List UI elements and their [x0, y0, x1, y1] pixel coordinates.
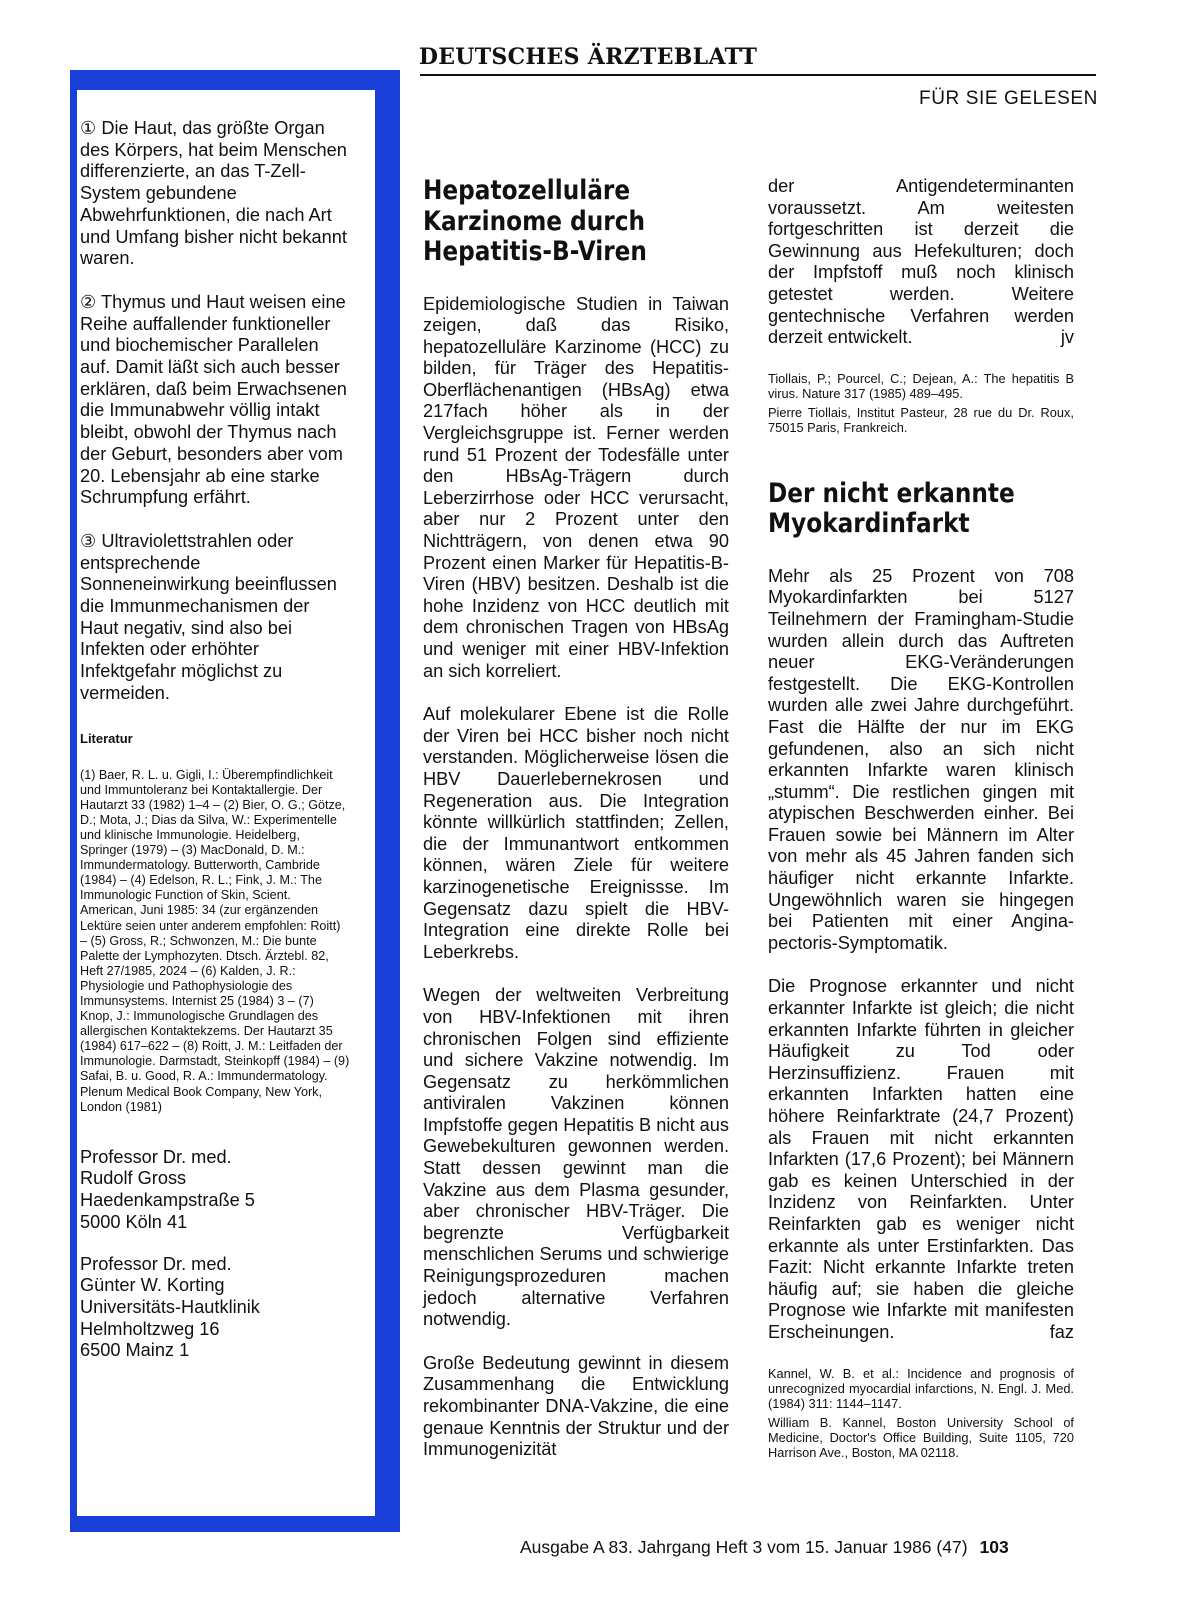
article-hcc-continuation	[768, 176, 1074, 349]
literature-list: (1) Baer, R. L. u. Gigli, I.: Überempfindlichkeit und Immuntoleranz bei Kontaktallergie. Der Hautarzt 33 (1982) 1–4 – (2) Bier, O. G.; Götze, D.; Mota, J.; Dias da Silva, W.: Experimentelle und klinische Immunologie. Heidelberg, Springer (1979) – (3) MacDonald, D. M.: Immundermatology. Butterworth, Cambride (1984) – (4) Edelson, R. L.; Fink, J. M.: The Immunologic Function of Skin, Scient. American, Juni 1985: 34 (zur ergänzenden Lektüre seien unter anderem empfohlen: Roitt) – (5) Gross, R.; Schwonzen, M.: Die bunte Palette der Lymphozyten. Dtsch. Ärztebl. 82, Heft 27/1985, 2024 – (6) Kalden, J. R.: Physiologie und Pathophysiologie des Immunsystems. Internist 25 (1984) 3 – (7) Knop, J.: Immunologische Grundlagen des allergischen Kontaktekzems. Der Hautarzt 35 (1984) 617–622 – (8) Roitt, J. M.: Leitfaden der Immunologie. Darmstadt, Steinkopff (1984) – (9) Safai, B. u. Good, R. A.: Immundermatology. Plenum Medical Book Company, New York, London (1981)	[80, 767, 350, 1114]
literature-heading: Literatur	[80, 730, 133, 746]
right-column	[768, 176, 1074, 1464]
address-line: Haedenkampstraße 5	[80, 1190, 255, 1211]
summary-point-2: ② Thymus und Haut weisen eine Reihe auffallender funktioneller und biochemischer Parallelen auf. Damit läßt sich auch besser erklären, daß beim Erwachsenen die Immunabwehr völlig intakt bleibt, obwohl der Thymus nach der Geburt, besonders aber vom 20. Lebensjahr ab eine starke Schrumpfung erfährt.	[80, 291, 347, 508]
address-line: Rudolf Gross	[80, 1168, 187, 1189]
article-hcc-headline: Hepatozelluläre Karzinome durch Hepatitis-B-Viren	[423, 175, 647, 267]
author-address-1	[80, 1147, 350, 1234]
article-hcc-paragraph: Auf molekularer Ebene ist die Rolle der Viren bei HCC bisher noch nicht verstanden. Möglicherweise lösen die HBV Dauerlebernekrosen und Regeneration aus. Die Integration könnte willkürlich stattfinden; Zellen, die der Immunantwort entkommen können, wären Ziele für weitere karzinogenetische Ereignissse. Im Gegensatz dazu spielt die HBV-Integration eine direkte Rolle bei Leberkrebs.	[423, 704, 729, 962]
reference-citation: Tiollais, P.; Pourcel, C.; Dejean, A.: The hepatitis B virus. Nature 317 (1985) 489–495.	[768, 370, 1074, 401]
address-line: Professor Dr. med.	[80, 1146, 232, 1167]
summary-point-1: ① Die Haut, das größte Organ des Körpers, hat beim Menschen differenzierte, an das T-Zell-System gebundene Abwehrfunktionen, die nach Art und Umfang bisher nicht bekannt waren.	[80, 118, 347, 269]
article-mi-paragraph	[768, 976, 1074, 1343]
continuation-text: der Antigendeterminanten voraussetzt. Am weitesten fortgeschritten ist derzeit die Gewinnung aus Hefekulturen; doch der Impfstoff muß noch klinisch getestet werden. Weitere gentechnische Verfahren werden derzeit entwickelt.	[768, 176, 1074, 348]
article-hcc-paragraph: Große Bedeutung gewinnt in diesem Zusammenhang die Entwicklung rekombinanter DNA-Vakzine, die eine genaue Kenntnis der Struktur und der Immunogenizität	[423, 1352, 729, 1460]
address-line: 5000 Köln 41	[80, 1211, 188, 1232]
reference-address: Pierre Tiollais, Institut Pasteur, 28 rue du Dr. Roux, 75015 Paris, Frankreich.	[768, 404, 1074, 435]
issue-info: Ausgabe A 83. Jahrgang Heft 3 vom 15. Januar 1986 (47)	[520, 1537, 968, 1557]
summary-box	[80, 118, 350, 1382]
address-line: Universitäts-Hautklinik	[80, 1296, 260, 1317]
page-number: 103	[979, 1537, 1009, 1557]
reference-citation: Kannel, W. B. et al.: Incidence and prognosis of unrecognized myocardial infarctions, N. Engl. J. Med. (1984) 311: 1144–1147.	[768, 1365, 1074, 1411]
header-rule	[420, 74, 1096, 76]
address-line: Helmholtzweg 16	[80, 1318, 220, 1339]
address-line: 6500 Mainz 1	[80, 1340, 190, 1361]
author-initials: jv	[1060, 327, 1074, 348]
page-footer	[520, 1537, 1009, 1558]
summary-point-3: ③ Ultraviolettstrahlen oder entsprechende Sonneneinwirkung beeinflussen die Immunmechanismen der Haut negativ, sind also bei Infekten oder erhöhter Infektgefahr möglichst zu vermeiden.	[80, 530, 337, 703]
address-line: Günter W. Korting	[80, 1275, 225, 1296]
article-mi-paragraph: Mehr als 25 Prozent von 708 Myokardinfarkten bei 5127 Teilnehmern der Framingham-Studie wurden allein durch das Auftreten neuer EKG-Veränderungen festgestellt. Die EKG-Kontrollen wurden alle zwei Jahre durchgeführt. Fast die Hälfte der nur im EKG gefundenen, also an sich nicht erkannten Infarkte waren klinisch „stumm“. Die restlichen gingen mit atypischen Beschwerden einher. Bei Frauen sowie bei Männern im Alter von mehr als 45 Jahren fanden sich häufiger nicht erkannte Infarkte. Ungewöhnlich waren sie hingegen bei Patienten mit einer Angina-pectoris-Symptomatik.	[768, 565, 1074, 953]
article-hcc-paragraph: Wegen der weltweiten Verbreitung von HBV-Infektionen mit ihren chronischen Folgen sind effiziente und sichere Vakzine notwendig. Im Gegensatz zu herkömmlichen antiviralen Vakzinen können Impfstoffe gegen Hepatitis B nicht aus Gewebekulturen gewonnen werden. Statt dessen gewinnt man die Vakzine aus dem Plasma gesunder, aber chronischer HBV-Träger. Die begrenzte Verfügbarkeit menschlichen Serums und schwierige Reinigungsprozeduren machen jedoch alternative Verfahren notwendig.	[423, 985, 729, 1330]
summary-box-blue-bar	[375, 70, 400, 1532]
article-mi-headline: Der nicht erkannte Myokardinfarkt	[768, 477, 1015, 540]
article-hcc-paragraph: Epidemiologische Studien in Taiwan zeigen, daß das Risiko, hepatozelluläre Karzinome (HCC) zu bilden, für Träger des Hepatitis-Oberflächenantigen (HBsAg) etwa 217fach höher als in der Vergleichsgruppe ist. Ferner werden rund 51 Prozent der Todesfälle unter den HBsAg-Trägern durch Leberzirrhose oder HCC verursacht, aber nur 2 Prozent unter den Nichtträgern, von denen etwa 90 Prozent einen Marker für Hepatitis-B-Viren (HBV) besitzen. Deshalb ist die hohe Inzidenz von HCC deutlich mit dem chronischen Tragen von HBsAg und weniger mit einer HBV-Infektion an sich korreliert.	[423, 293, 729, 681]
author-address-2	[80, 1254, 350, 1363]
paragraph-text: Die Prognose erkannter und nicht erkannter Infarkte ist gleich; die nicht erkannten Infarkte führten in gleicher Häufigkeit zu Tod oder Herzinsuffizienz. Frauen mit erkannten Infarkten hatten eine höhere Reinfarktrate (24,7 Prozent) als Frauen mit nicht erkannten Infarkten (17,6 Prozent); bei Männern gab es keinen Unterschied in der Inzidenz von Reinfarkten. Unter Reinfarkten gab es weniger nicht erkannte als unter Erstinfarkten. Das Fazit: Nicht erkannte Infarkte treten häufig auf; sie haben die gleiche Prognose wie Infarkte mit manifesten Erscheinungen.	[768, 976, 1074, 1342]
section-rubric: FÜR SIE GELESEN	[919, 88, 1098, 109]
article-hcc	[423, 176, 729, 1483]
author-initials: faz	[1049, 1321, 1074, 1342]
masthead: DEUTSCHES ÄRZTEBLATT	[418, 44, 758, 70]
reference-address: William B. Kannel, Boston University School of Medicine, Doctor's Office Building, Suite 1105, 720 Harrison Ave., Boston, MA 02118.	[768, 1414, 1074, 1460]
address-line: Professor Dr. med.	[80, 1253, 232, 1274]
